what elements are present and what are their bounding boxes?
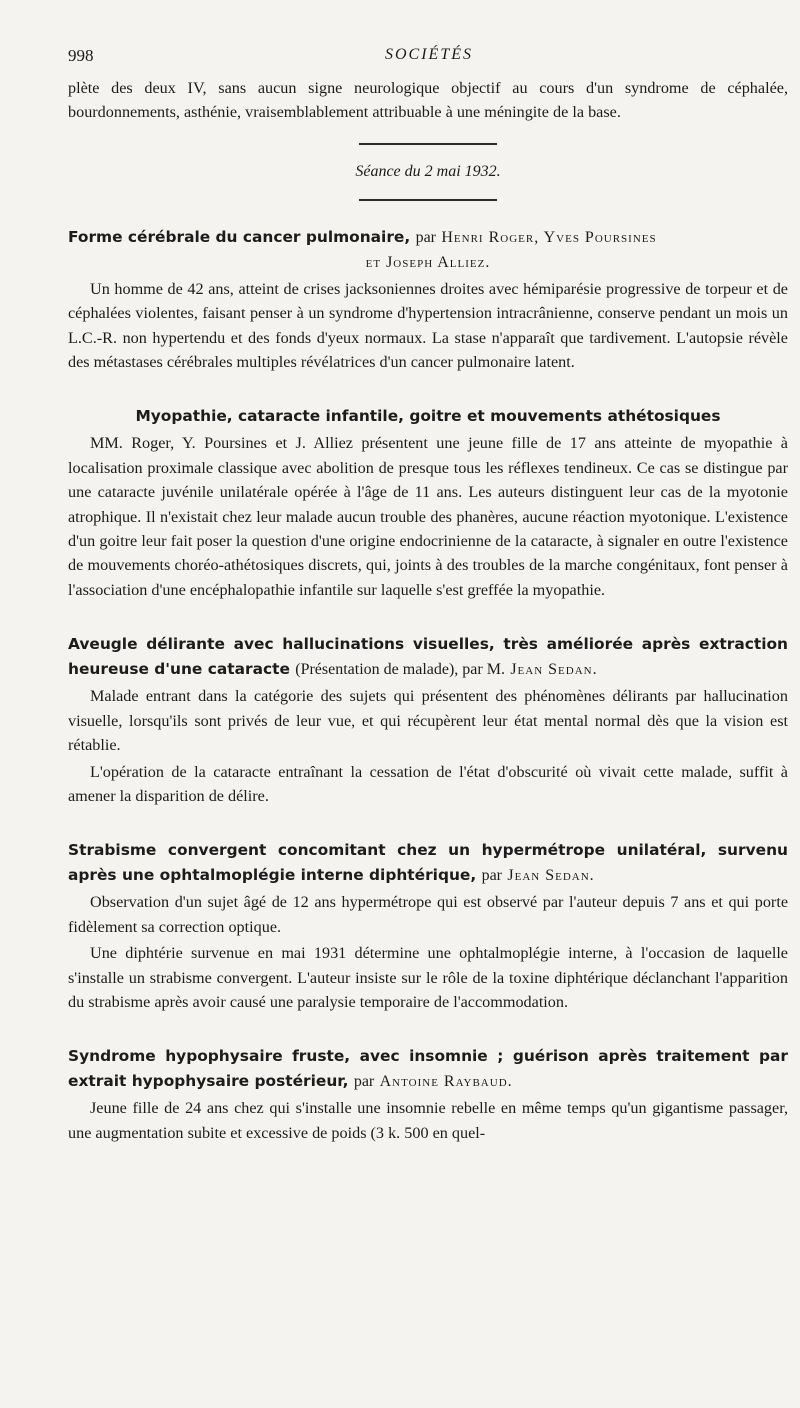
separator-rule (359, 143, 497, 145)
page (68, 0, 790, 1408)
intro-paragraph: plète des deux IV, sans aucun signe neurologique objectif au cours d'un syndrome de céphalée, bourdonnements, asthénie, vraisemblablement attribuable à une méningite de la base. (68, 79, 788, 122)
article-authors: Antoine Raybaud. (379, 1073, 513, 1091)
article-paragraph: Jeune fille de 24 ans chez qui s'installe une insomnie rebelle en même temps qu'un gigantisme passager, une augmentation subite et excessive de poids (3 k. 500 en quel- (68, 1099, 788, 1142)
article-paragraph: Observation d'un sujet âgé de 12 ans hypermétrope qui est observé par l'auteur depuis 7 ans et qui porte fidèlement sa correction optique. (68, 893, 788, 936)
article-heading (68, 632, 788, 682)
article-heading (68, 404, 788, 429)
article-heading-cont (68, 250, 788, 275)
byline-prefix: par (415, 228, 436, 246)
byline-note: (Présentation de malade), par M. (295, 661, 505, 679)
article-title: Aveugle délirante avec hallucinations visuelles, très améliorée après extraction heureuse d'une cataracte (68, 635, 788, 679)
article-paragraph: Un homme de 42 ans, atteint de crises jacksoniennes droites avec hémiparésie progressive de torpeur et de céphalées violentes, faisant penser à un syndrome d'hypertension intracrânienne, conserve pendant un mois un L.C.-R. non hypertendu et des fonds d'yeux normaux. La stase n'apparaît que tardivement. L'autopsie révèle des métastases cérébrales multiples révélatrices d'un cancer pulmonaire latent. (68, 279, 788, 372)
session-title: Séance du 2 mai 1932. (355, 162, 501, 180)
article-heading (68, 225, 788, 250)
byline-prefix: par (481, 867, 503, 885)
running-head: SOCIÉTÉS (385, 46, 473, 63)
page-body (68, 76, 788, 1145)
article-title: Myopathie, cataracte infantile, goitre et mouvements athétosiques (135, 407, 721, 426)
article-paragraph: Une diphtérie survenue en mai 1931 détermine une ophtalmoplégie interne, à l'occasion de laquelle s'installe un strabisme convergent. L'auteur insiste sur le rôle de la toxine diphtérique déclanchant l'apparition du strabisme après avoir causé une paralysie temporaire de l'accommodation. (68, 944, 788, 1011)
article (68, 1044, 788, 1145)
article (68, 225, 788, 375)
article (68, 838, 788, 1014)
article-heading (68, 838, 788, 888)
page-number: 998 (68, 46, 94, 65)
article-authors: Jean Sedan. (510, 661, 598, 679)
article-title: Syndrome hypophysaire fruste, avec insomnie ; guérison après traitement par extrait hypophysaire postérieur, (68, 1047, 788, 1091)
article-paragraph: Malade entrant dans la catégorie des sujets qui présentent des phénomènes délirants par hallucination visuelle, lorsqu'ils sont privés de leur vue, et qui récupèrent leur état mental normal dès que la vision est rétablie. (68, 687, 788, 755)
separator-rule (359, 199, 497, 201)
article (68, 632, 788, 808)
article-title: Strabisme convergent concomitant chez un hypermétrope unilatéral, survenu après une ophtalmoplégie interne diphtérique, (68, 841, 788, 885)
article-heading (68, 1044, 788, 1094)
article-title: Forme cérébrale du cancer pulmonaire, (68, 227, 411, 246)
article-authors: Henri Roger, Yves Poursines (441, 228, 657, 246)
article-authors: et Joseph Alliez. (365, 253, 491, 271)
byline-prefix: par (353, 1073, 375, 1091)
article-authors: Jean Sedan. (507, 867, 595, 885)
article-paragraph: L'opération de la cataracte entraînant la cessation de l'état d'obscurité où vivait cette malade, suffit à amener la disparition de délire. (68, 762, 788, 805)
article (68, 404, 788, 602)
article-paragraph: MM. Roger, Y. Poursines et J. Alliez présentent une jeune fille de 17 ans atteinte de myopathie à localisation proximale classique avec abolition de presque tous les réflexes tendineux. Ce cas se distingue par une cataracte juvénile unilatérale opérée à l'âge de 11 ans. Les auteurs distinguent leur cas de la myotonie atrophique. Il n'existait chez leur malade aucun trouble des phanères, aucune réaction myotonique. L'existence d'un goitre leur fait poser la question d'une origine endocrinienne de la cataracte, à signaler en outre l'existence de mouvements choréo-athétosiques discrets, qui, joints à des troubles de la marche congénitaux, font penser à l'association d'une encéphalopathie infantile sur laquelle s'est greffée la myopathie. (68, 434, 788, 599)
